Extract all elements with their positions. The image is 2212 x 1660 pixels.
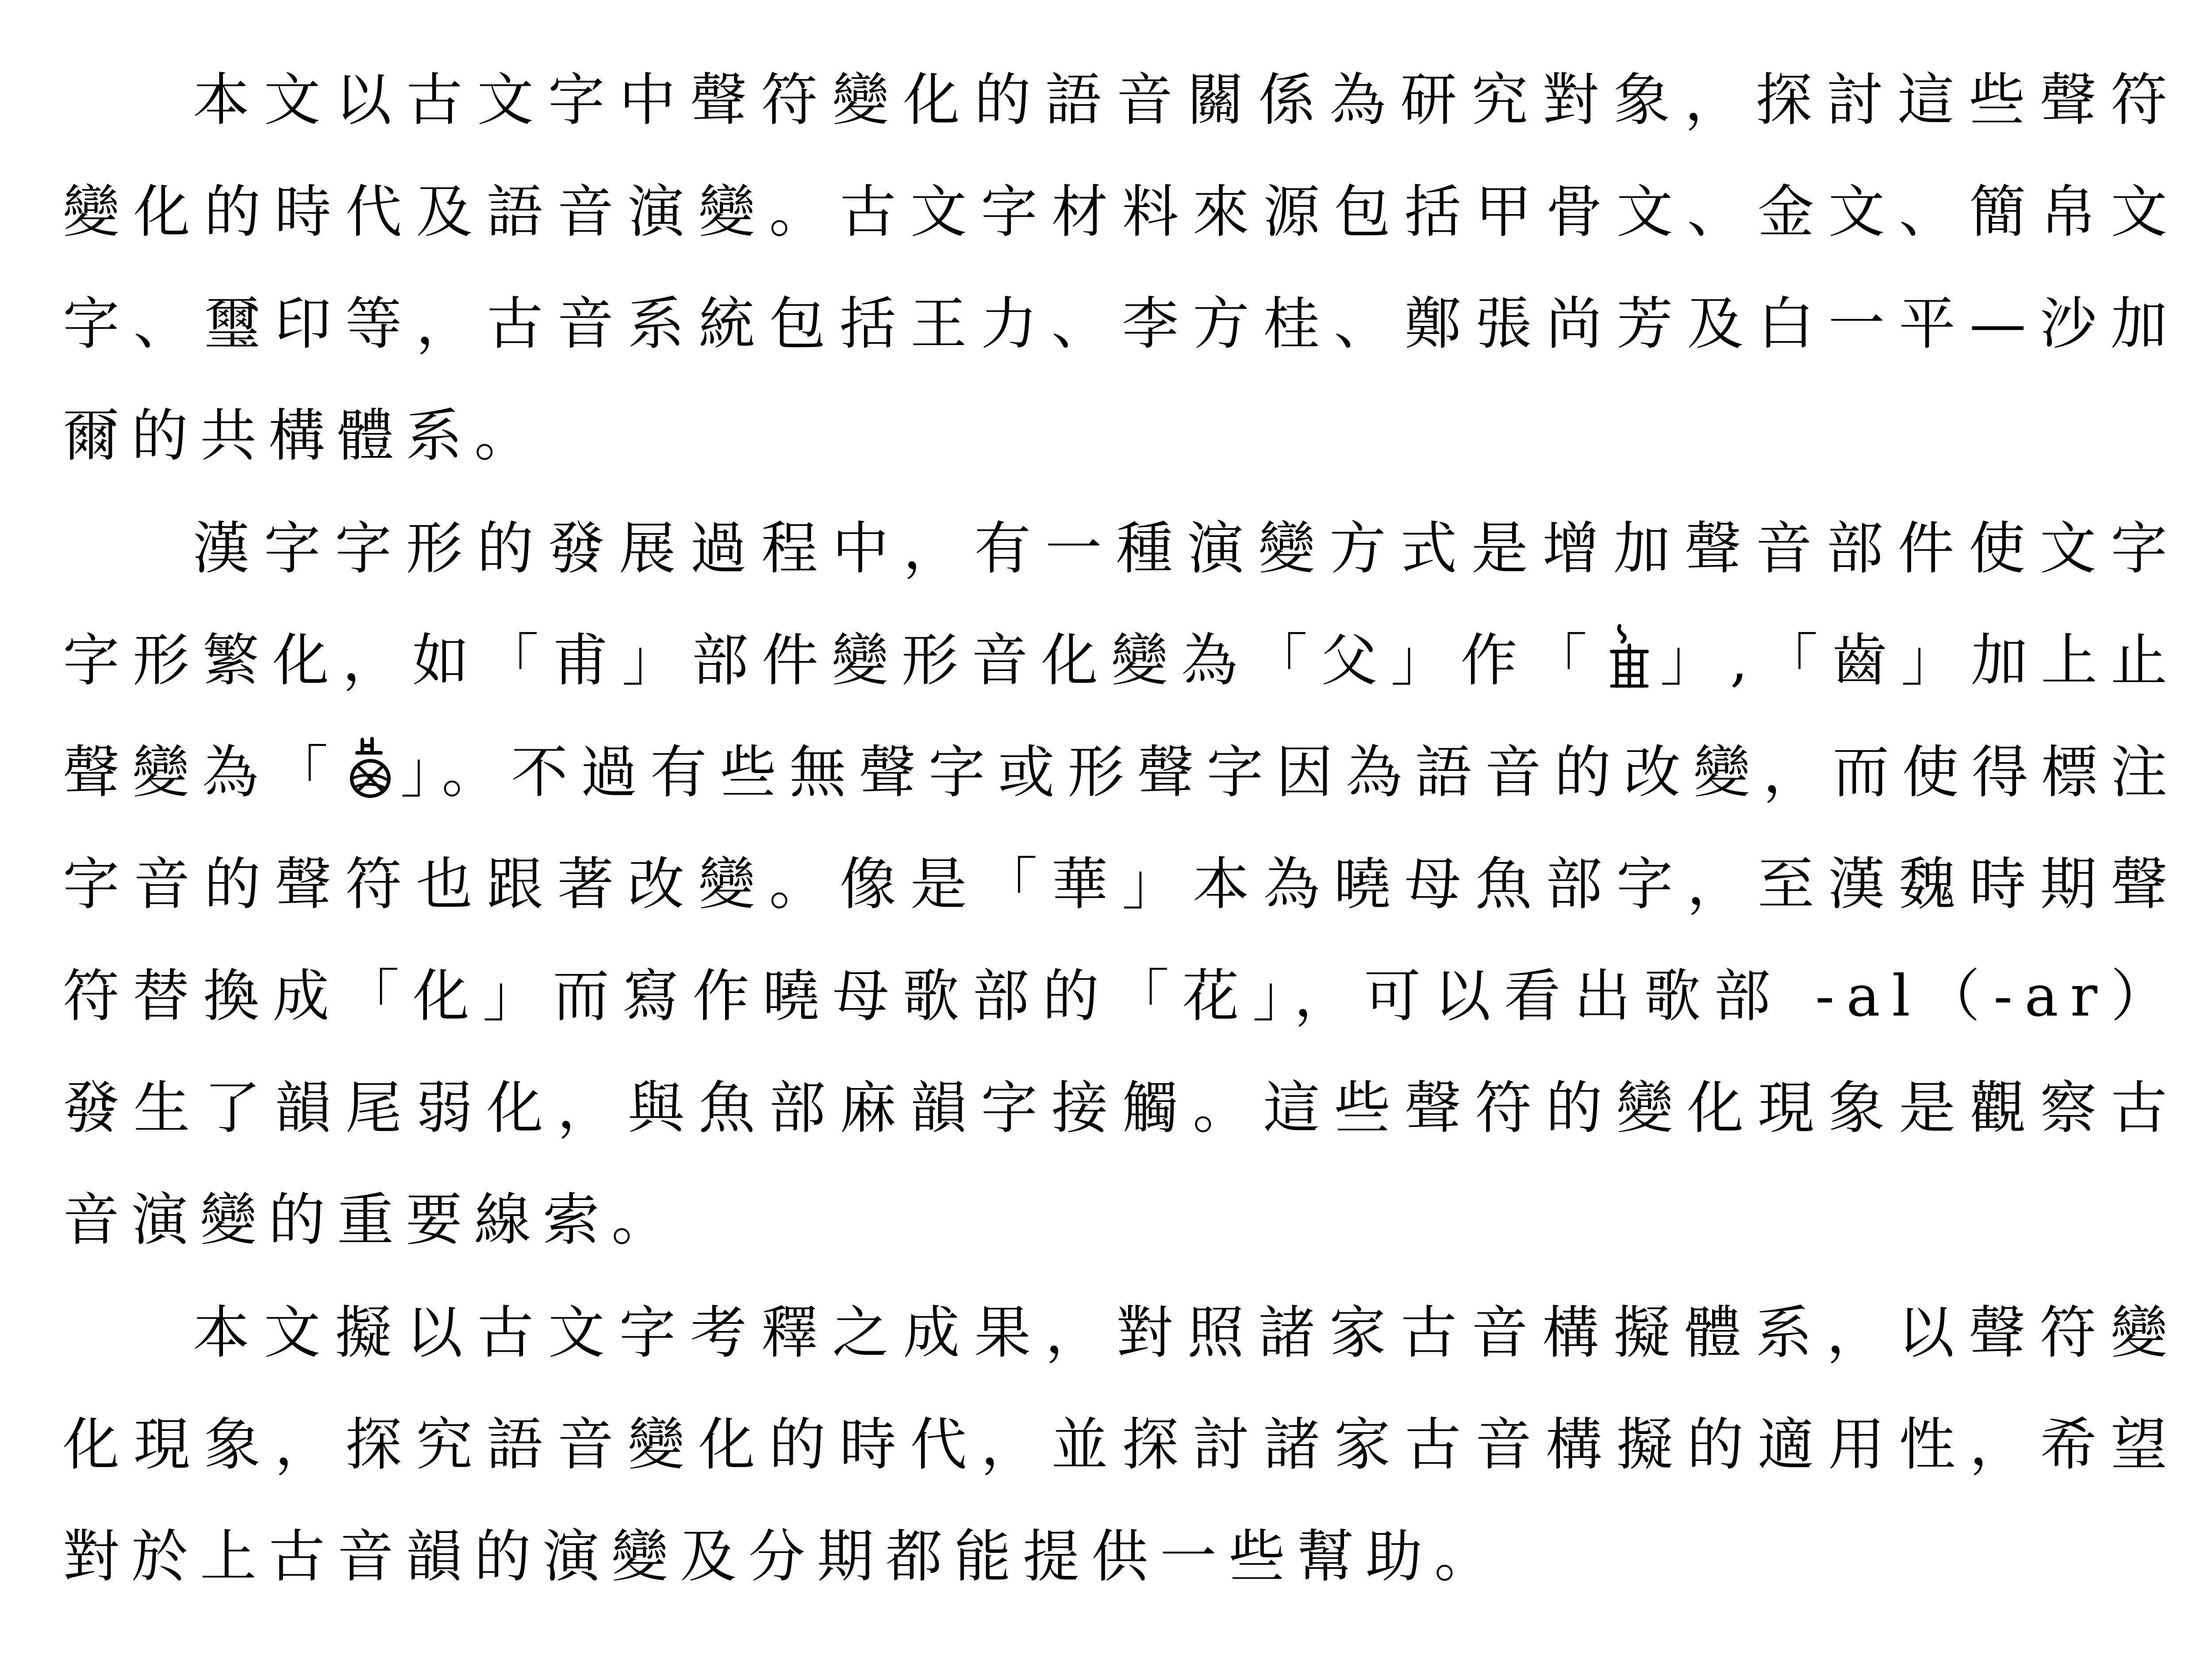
paragraph-2-text-part-2: 」,「齒」加上止聲變為「	[63, 628, 2179, 805]
document-body	[63, 44, 2179, 1613]
paragraph-3	[63, 1277, 2179, 1613]
paragraph-2-text-part-1: 漢字字形的發展過程中，有一種演變方式是增加聲音部件使文字字形繁化，如「甫」部件變形音化變為「父」作「	[63, 516, 2179, 694]
paragraph-1-text: 本文以古文字中聲符變化的語音關係為研究對象，探討這些聲符變化的時代及語音演變。古文字材料來源包括甲骨文、金文、簡帛文字、璽印等，古音系統包括王力、李方桂、鄭張尚芳及白一平—沙加爾的共構體系。	[63, 67, 2179, 469]
paragraph-1	[63, 44, 2179, 492]
paragraph-2	[63, 493, 2179, 1276]
ancient-fu-glyph-icon	[1603, 623, 1656, 690]
ancient-chi-glyph-icon	[344, 735, 397, 801]
paragraph-3-text: 本文擬以古文字考釋之成果，對照諸家古音構擬體系，以聲符變化現象，探究語音變化的時代，並探討諸家古音構擬的適用性，希望對於上古音韻的演變及分期都能提供一些幫助。	[63, 1300, 2179, 1590]
paragraph-2-text-part-3: 」。不過有些無聲字或形聲字因為語音的改變，而使得標注字音的聲符也跟著改變。像是「華」本為曉母魚部字，至漢魏時期聲符替換成「化」而寫作曉母歌部的「花」，可以看出歌部 -al（-ar）發生了韻尾弱化，與魚部麻韻字接觸。這些聲符的變化現象是觀察古音演變的重要線索。	[63, 740, 2179, 1253]
